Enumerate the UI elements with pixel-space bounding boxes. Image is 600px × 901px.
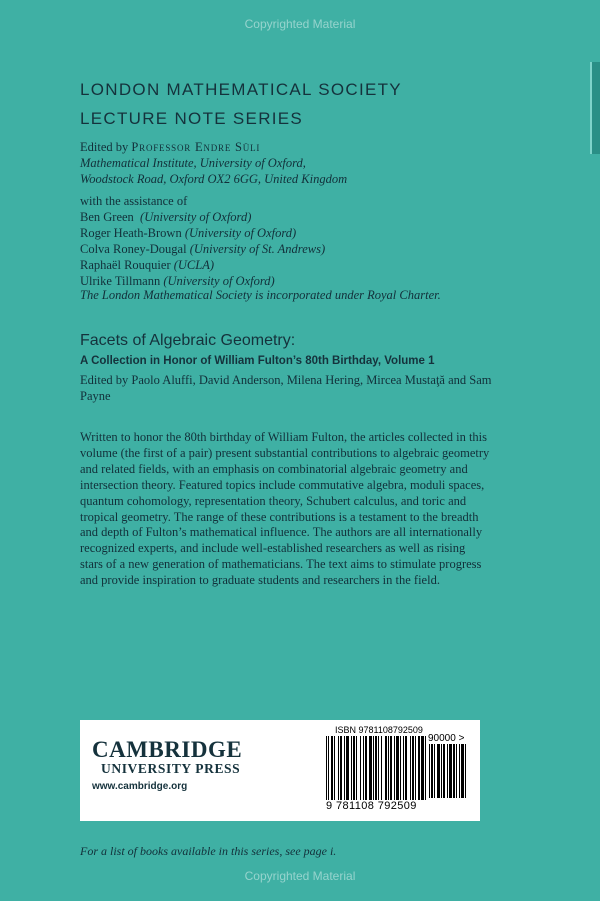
barcode-bar xyxy=(390,736,392,800)
barcode-bar xyxy=(396,736,399,800)
barcode-bar xyxy=(360,736,361,800)
series-title-line2: LECTURE NOTE SERIES xyxy=(80,109,304,128)
barcode-bar xyxy=(353,736,355,800)
barcode-bar xyxy=(456,744,457,798)
series-title-line1: LONDON MATHEMATICAL SOCIETY xyxy=(80,80,402,99)
barcode-bar xyxy=(381,736,382,800)
barcode-bar xyxy=(412,736,414,800)
price-barcode xyxy=(429,744,475,798)
assistant-row xyxy=(80,273,580,289)
barcode-bar xyxy=(431,744,433,798)
publisher-url[interactable]: www.cambridge.org xyxy=(92,781,188,792)
barcode-bar xyxy=(385,736,387,800)
barcode-bar xyxy=(346,736,349,800)
barcode-bar xyxy=(328,736,329,800)
assistant-name: Raphaël Rouquier xyxy=(80,258,171,272)
barcode-bar xyxy=(403,736,404,800)
barcode-bar xyxy=(331,736,333,800)
book-subtitle: A Collection in Honor of William Fulton’s 80th Birthday, Volume 1 xyxy=(80,355,435,367)
assistant-affiliation: (University of Oxford) xyxy=(140,210,252,224)
barcode-bar xyxy=(443,744,445,798)
barcode-bar xyxy=(388,736,389,800)
isbn-barcode xyxy=(326,736,426,800)
assistant-name: Roger Heath-Brown xyxy=(80,226,182,240)
barcode-bar xyxy=(400,736,401,800)
barcode-bar xyxy=(415,736,416,800)
barcode-bar xyxy=(449,744,452,798)
barcode-bar xyxy=(453,744,455,798)
edited-by-prefix: Edited by xyxy=(80,140,129,154)
barcode-bar xyxy=(461,744,464,798)
assistant-name: Ulrike Tillmann xyxy=(80,274,161,288)
barcode-bar xyxy=(434,744,435,798)
barcode-bar xyxy=(405,736,407,800)
barcode-bar xyxy=(369,736,372,800)
barcode-bar xyxy=(334,736,335,800)
barcode-bar xyxy=(459,744,460,798)
assistance-intro: with the assistance of xyxy=(80,194,188,208)
barcode-bar xyxy=(429,744,430,798)
barcode-bar xyxy=(351,736,352,800)
barcode-bar xyxy=(340,736,342,800)
publisher-name: CAMBRIDGE xyxy=(92,737,243,762)
watermark-top: Copyrighted Material xyxy=(244,17,356,31)
editor-address-line2: Woodstock Road, Oxford OX2 6GG, United Kingdom xyxy=(80,172,348,186)
series-editor-block xyxy=(80,139,580,187)
assistant-name: Ben Green xyxy=(80,210,134,224)
assistant-row xyxy=(80,209,580,225)
assistant-affiliation: (University of Oxford) xyxy=(184,226,297,240)
spine-edge-mark xyxy=(590,62,600,154)
barcode-bar xyxy=(373,736,374,800)
barcode-bar xyxy=(375,736,377,800)
watermark-bottom: Copyrighted Material xyxy=(244,869,356,883)
series-list-note: For a list of books available in this series, see page i. xyxy=(80,844,337,858)
assistant-affiliation: (University of St. Andrews) xyxy=(189,242,326,256)
barcode-bar xyxy=(363,736,364,800)
barcode-bar xyxy=(410,736,411,800)
assistant-row xyxy=(80,225,580,241)
assistance-block xyxy=(80,193,580,289)
barcode-bar xyxy=(418,736,420,800)
book-description: Written to honor the 80th birthday of William Fulton, the articles collected in this volume (the first of a pair) present substantial contributions to algebraic geometry and related fields, with an emphasis on combinatorial algebraic geometry and intersection theory. Featured topics include commutative algebra, moduli spaces, quantum cohomology, representation theory, Schubert calculus, and toric and tropical geometry. The range of these contributions is a testament to the breadth and depth of Fulton’s mathematical influence. The authors are all internationally recognized experts, and include well-established researchers as well as rising stars of a new generation of mathematicians. The text aims to stimulate progress and provide inspiration to graduate students and researchers in the field. xyxy=(80,430,490,588)
series-editor-name: Professor Endre Süli xyxy=(131,140,261,154)
barcode-bar xyxy=(447,744,448,798)
series-editor-line xyxy=(80,139,580,155)
book-editors: Edited by Paolo Aluffi, David Anderson, Milena Hering, Mircea Mustaţă and Sam Payne xyxy=(80,373,492,403)
royal-charter-note: The London Mathematical Society is incorporated under Royal Charter. xyxy=(80,288,441,302)
barcode-bar xyxy=(356,736,357,800)
isbn-label: ISBN 9781108792509 xyxy=(335,725,423,735)
isbn-digits: 9 781108 792509 xyxy=(326,800,417,812)
editor-address-line1: Mathematical Institute, University of Oxford, xyxy=(80,156,306,170)
barcode-bar xyxy=(465,744,466,798)
barcode-bar xyxy=(338,736,339,800)
assistant-affiliation: (University of Oxford) xyxy=(163,274,275,288)
barcode-bar xyxy=(326,736,327,800)
assistant-affiliation: (UCLA) xyxy=(173,258,215,272)
barcode-panel xyxy=(80,720,480,821)
publisher-press: UNIVERSITY PRESS xyxy=(101,761,241,776)
assistant-row xyxy=(80,241,580,257)
barcode-bar xyxy=(344,736,345,800)
barcode-bar xyxy=(394,736,395,800)
price-code: 90000 > xyxy=(428,733,465,744)
assistant-name: Colva Roney-Dougal xyxy=(80,242,187,256)
barcode-bar xyxy=(378,736,379,800)
barcode-bar xyxy=(365,736,367,800)
barcode-bar xyxy=(421,736,424,800)
barcode-bar xyxy=(425,736,426,800)
barcode-bar xyxy=(441,744,442,798)
barcode-bar xyxy=(437,744,440,798)
assistant-row xyxy=(80,257,580,273)
book-title: Facets of Algebraic Geometry: xyxy=(80,332,296,349)
